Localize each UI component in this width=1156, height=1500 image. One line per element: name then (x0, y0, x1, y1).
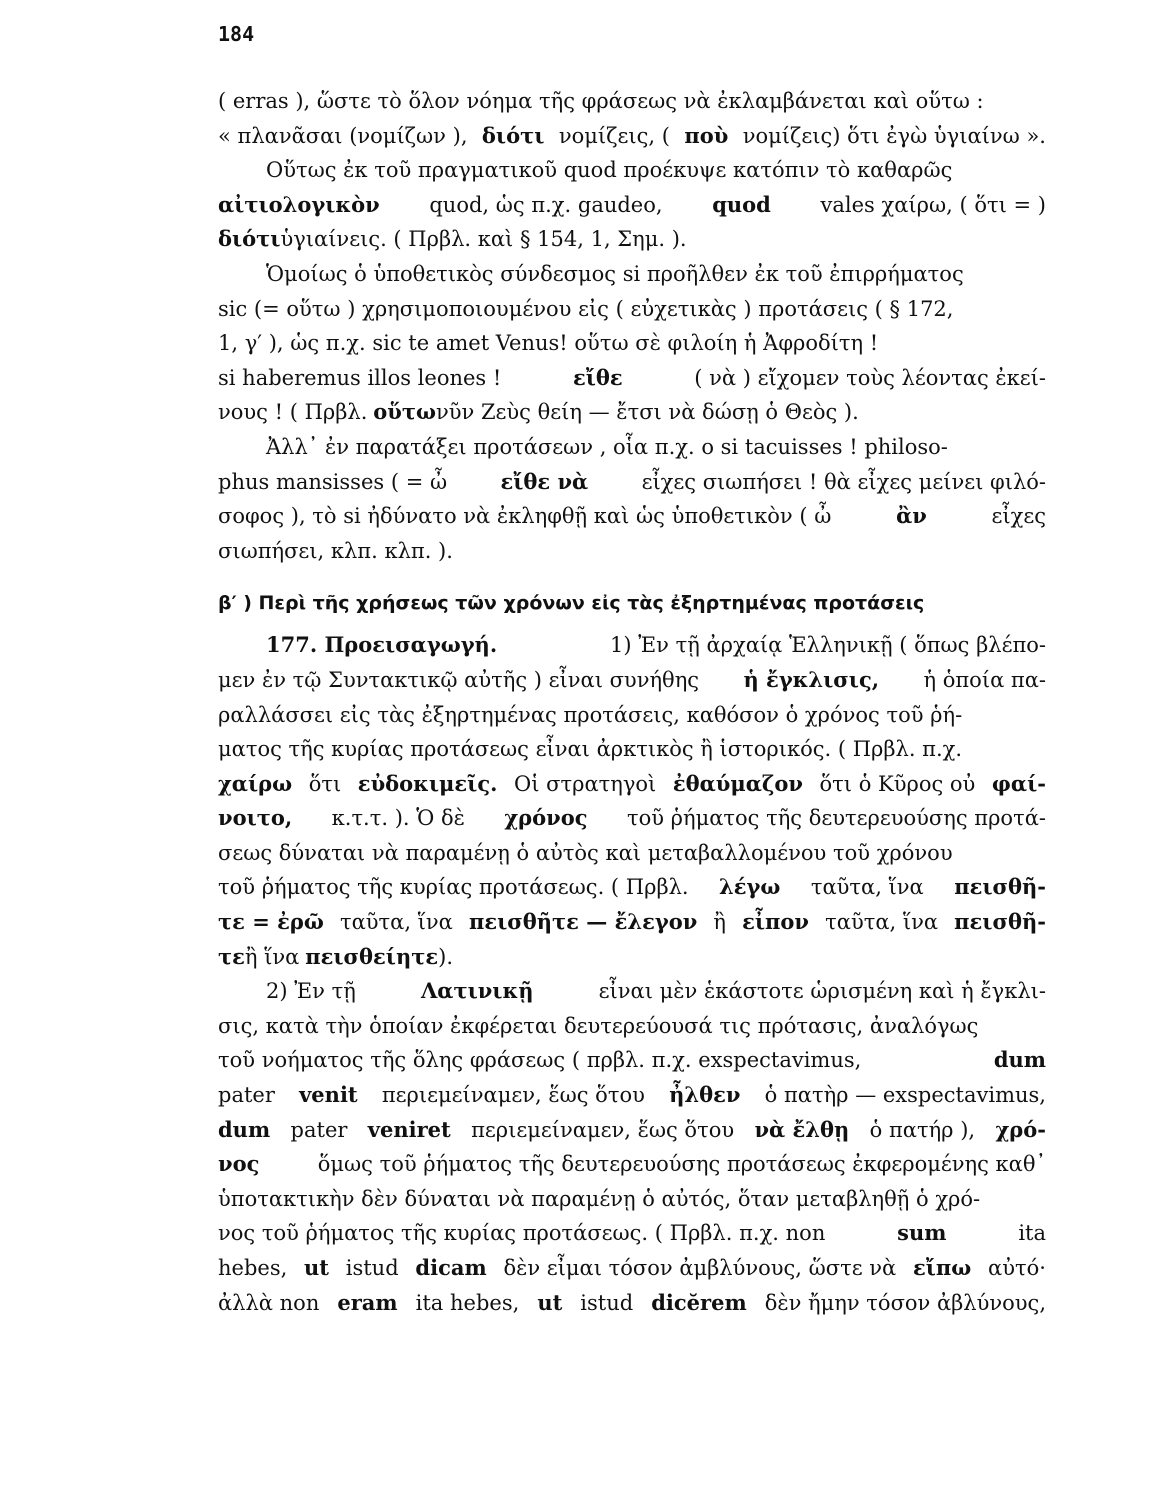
text-segment: σιωπήσει, κλπ. κλπ. ). (218, 538, 453, 563)
bold-term: οὕτω (373, 399, 436, 425)
text-line (218, 1251, 1046, 1286)
text-segment: ταῦτα, ἵνα (810, 875, 924, 900)
text-segment: istud (345, 1256, 399, 1280)
text-segment: quod, ὡς π.χ. gaudeo, (429, 192, 663, 217)
text-line (218, 663, 1046, 698)
text-segment: ταῦτα, ἵνα (825, 910, 939, 935)
text-segment: αὐτό· (988, 1256, 1046, 1280)
bold-term: veniret (367, 1116, 451, 1142)
text-segment: νομίζεις, ( (558, 123, 670, 148)
text-segment: ( erras ), ὥστε τὸ ὅλον νόημα τῆς φράσεως νὰ ἐκλαμβάνεται καὶ οὕτω : (218, 89, 984, 113)
bold-term: εἴθε (572, 364, 623, 390)
bold-term: πεισθῆτε — ἔλεγον (469, 909, 698, 935)
page-number: 184 (218, 22, 255, 46)
text-line (218, 257, 1046, 292)
bold-term: ut (537, 1289, 563, 1315)
bold-term: eram (337, 1289, 398, 1315)
bold-term: Λατινικῇ (420, 978, 534, 1004)
bold-term: dicĕrem (651, 1289, 747, 1315)
text-segment: περιεμείναμεν, ἕως ὅτου (471, 1117, 735, 1142)
text-segment: ἢ (713, 910, 726, 935)
text-line (218, 499, 1046, 534)
bold-term: ἡ ἔγκλισις, (743, 666, 880, 692)
bold-term: χαίρω (218, 770, 293, 796)
text-line (218, 326, 1046, 361)
text-segment: ὑγιαίνεις. ( Πρβλ. καὶ § 154, 1, Σημ. ). (280, 227, 687, 252)
bold-term: εἴπω (912, 1255, 972, 1280)
text-segment: ita hebes, (415, 1290, 520, 1315)
text-segment: ταῦτα, ἵνα (339, 910, 453, 935)
text-segment: ὁ πατήρ ), (869, 1117, 976, 1142)
page-body (218, 84, 1046, 1320)
text-segment: νος τοῦ ῥήματος τῆς κυρίας προτάσεως. ( Πρβλ. π.χ. non (218, 1221, 826, 1246)
text-segment: τοῦ ῥήματος τῆς κυρίας προτάσεως. ( Πρβλ. (218, 875, 689, 900)
text-line (218, 430, 1046, 465)
text-segment: εἶναι μὲν ἑκάστοτε ὡρισμένη καὶ ἡ ἔγκλι- (598, 979, 1046, 1004)
text-line (218, 1078, 1046, 1113)
section-heading: β′ ) Περὶ τῆς χρήσεως τῶν χρόνων εἰς τὰς ἐξηρτημένας προτάσεις (218, 592, 925, 615)
text-segment: hebes, (218, 1256, 288, 1280)
text-segment: μεν ἐν τῷ Συντακτικῷ αὐτῆς ) εἶναι συνήθης (218, 667, 700, 692)
bold-term: νὰ ἔλθῃ (754, 1116, 850, 1142)
text-segment: ματος τῆς κυρίας προτάσεως εἶναι ἀρκτικὸς ἢ ἱστορικός. ( Πρβλ. π.χ. (218, 737, 963, 762)
bold-term: αἰτιολογικὸν (218, 191, 380, 217)
text-segment: δὲν εἶμαι τόσον ἀμβλύνους, ὥστε νὰ (503, 1256, 897, 1280)
text-segment: δὲν ἤμην τόσον ἀβλύνους, (764, 1290, 1046, 1315)
text-line (218, 974, 1046, 1009)
text-line (218, 767, 1046, 802)
text-segment: istud (580, 1290, 634, 1315)
text-segment: περιεμείναμεν, ἕως ὅτου (381, 1083, 645, 1108)
text-line (218, 361, 1046, 396)
text-line (218, 1147, 1046, 1182)
bold-term: πεισθείητε (305, 943, 439, 969)
text-segment: ). (438, 944, 453, 969)
bold-term: πεισθῆ- (954, 909, 1046, 935)
text-segment: ἀλλὰ non (218, 1290, 320, 1315)
bold-term: venit (299, 1082, 358, 1108)
bold-term: sum (897, 1220, 947, 1246)
bold-term: φαί- (991, 770, 1046, 796)
bold-term: τε (218, 943, 245, 969)
text-segment: ραλλάσσει εἰς τὰς ἐξηρτημένας προτάσεις, καθόσον ὁ χρόνος τοῦ ῥή- (218, 702, 963, 727)
text-segment: 1, γ′ ), ὡς π.χ. sic te amet Venus! οὕτω σὲ φιλοίη ἡ Ἀφροδίτη ! (218, 331, 879, 356)
text-segment: Οὕτως ἐκ τοῦ πραγματικοῦ quod προέκυψε κατόπιν τὸ καθαρῶς (266, 158, 953, 183)
bold-term: πεισθῆ- (954, 874, 1046, 900)
bold-term: ut (304, 1255, 329, 1280)
text-segment: ὅτι (308, 771, 342, 796)
text-segment: ἡ ὁποία πα- (923, 667, 1046, 692)
text-line (218, 940, 1046, 975)
paragraph-block-1 (218, 84, 1046, 568)
text-segment: ( νὰ ) εἴχομεν τοὺς λέοντας ἐκεί- (694, 365, 1046, 390)
bold-term: χρό- (995, 1116, 1046, 1142)
bold-term: 177. Προεισαγωγή. (266, 632, 498, 658)
bold-term: εἶπον (742, 909, 810, 935)
text-segment: sic (= οὕτω ) χρησιμοποιουμένου εἰς ( εὐχετικὰς ) προτάσεις ( § 172, (218, 296, 954, 321)
text-line (218, 222, 1046, 257)
text-segment: Ὁμοίως ὁ ὑποθετικὸς σύνδεσμος si προῆλθεν ἐκ τοῦ ἐπιρρήματος (266, 261, 964, 286)
text-line (218, 292, 1046, 327)
text-line (218, 698, 1046, 733)
bold-term: λέγω (719, 874, 781, 900)
text-segment: 2) Ἐν τῇ (266, 979, 356, 1004)
text-segment: ὁ πατὴρ — exspectavimus, (764, 1083, 1046, 1108)
text-segment: pater (218, 1083, 275, 1108)
text-line (218, 153, 1046, 188)
bold-term: νος (218, 1151, 260, 1177)
text-segment: ὑποτακτικὴν δὲν δύναται νὰ παραμένῃ ὁ αὐτός, ὅταν μεταβληθῇ ὁ χρό- (218, 1186, 981, 1211)
paragraph-block-2 (218, 628, 1046, 1320)
text-line (218, 119, 1046, 154)
text-segment: σοφος ), τὸ si ἠδύνατο νὰ ἐκληφθῇ καὶ ὡς ὑποθετικὸν ( ὦ (218, 504, 832, 529)
bold-term: dicam (415, 1255, 487, 1280)
bold-term: νοιτο, (218, 805, 293, 831)
bold-term: dum (993, 1047, 1046, 1073)
text-line (218, 395, 1046, 430)
text-segment: phus mansisses ( = ὦ (218, 469, 448, 494)
bold-term: χρόνος (504, 805, 588, 831)
text-line (218, 1043, 1046, 1078)
text-line (218, 801, 1046, 836)
text-segment: σις, κατὰ τὴν ὁποίαν ἐκφέρεται δευτερεύουσά τις πρότασις, ἀναλόγως (218, 1013, 979, 1038)
bold-term: ἐθαύμαζον (672, 770, 803, 796)
text-segment: ὅτι ὁ Κῦρος οὐ (819, 771, 976, 796)
text-line (218, 905, 1046, 940)
text-line (218, 628, 1046, 663)
text-line (218, 1113, 1046, 1148)
text-segment: τοῦ νοήματος τῆς ὅλης φράσεως ( πρβλ. π.χ. exspectavimus, (218, 1048, 862, 1073)
text-segment: si haberemus illos leones ! (218, 365, 502, 390)
text-segment: εἶχες (991, 504, 1046, 529)
text-segment: 1) Ἐν τῇ ἀρχαίᾳ Ἑλληνικῇ ( ὅπως βλέπο- (610, 633, 1046, 658)
text-segment: pater (290, 1117, 348, 1142)
bold-term: διότι (481, 122, 545, 148)
bold-term: εὐδοκιμεῖς. (357, 770, 498, 796)
text-segment: σεως δύναται νὰ παραμένῃ ὁ αὐτὸς καὶ μεταβαλλομένου τοῦ χρόνου (218, 840, 953, 865)
bold-term: ἂν (896, 503, 927, 529)
text-segment: ita (1018, 1221, 1046, 1246)
text-line (218, 870, 1046, 905)
text-segment: Ἀλλ᾽ ἐν παρατάξει προτάσεων , οἷα π.χ. o si tacuisses ! philoso- (266, 434, 948, 459)
text-segment: ἢ ἵνα (244, 944, 300, 969)
text-segment: « πλανᾶσαι (νομίζων ), (218, 123, 468, 148)
text-segment: νομίζεις) ὅτι ἐγὼ ὑγιαίνω ». (742, 123, 1046, 148)
text-line (218, 188, 1046, 223)
bold-term: ἦλθεν (669, 1082, 741, 1108)
text-line (218, 1286, 1046, 1321)
text-line (218, 84, 1046, 119)
bold-term: dum (218, 1116, 271, 1142)
text-line (218, 1216, 1046, 1251)
bold-term: εἴθε νὰ (500, 468, 589, 494)
bold-term: διότι (218, 226, 281, 252)
text-segment: νους ! ( Πρβλ. (218, 400, 368, 425)
text-line (218, 1182, 1046, 1217)
text-line (218, 465, 1046, 500)
text-segment: νῦν Ζεὺς θείη — ἔτσι νὰ δώσῃ ὁ Θεὸς ). (435, 400, 859, 425)
bold-term: ποὺ (684, 122, 729, 148)
text-segment: εἶχες σιωπήσει ! θὰ εἶχες μείνει φιλό- (641, 469, 1046, 494)
text-segment: τοῦ ῥήματος τῆς δευτερευούσης προτά- (626, 806, 1046, 831)
bold-term: τε = ἐρῶ (218, 909, 324, 935)
text-segment: vales χαίρω, ( ὅτι = ) (820, 192, 1046, 217)
text-line (218, 836, 1046, 871)
text-line (218, 534, 1046, 569)
text-line (218, 1009, 1046, 1044)
text-segment: κ.τ.τ. ). Ὁ δὲ (331, 806, 465, 831)
text-segment: Οἱ στρατηγοὶ (514, 771, 657, 796)
text-segment: ὅμως τοῦ ῥήματος τῆς δευτερευούσης προτάσεως ἐκφερομένης καθ᾽ (317, 1152, 1046, 1177)
bold-term: quod (712, 191, 771, 217)
text-line (218, 732, 1046, 767)
